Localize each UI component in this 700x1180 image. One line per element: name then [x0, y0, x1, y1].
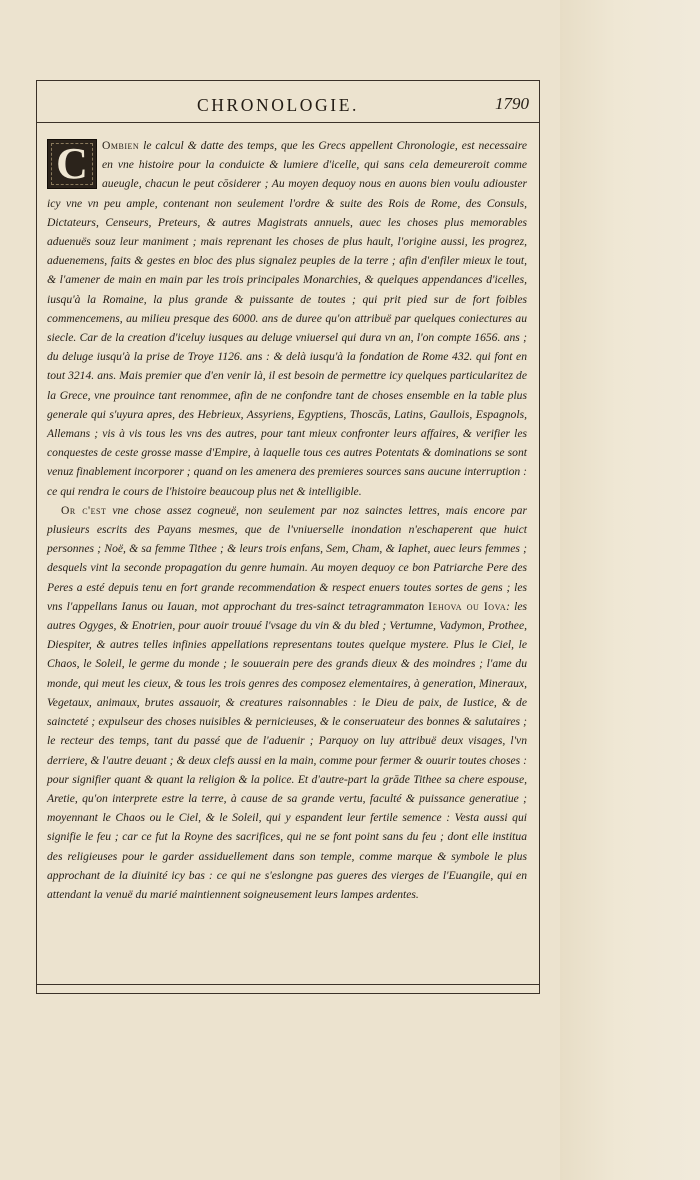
paragraph-2-text: vne chose assez cogneuë, non seulement par noz sainctes lettres, mais encore par plusieurs escrits des Payans mesmes, que de l'vniuerselle inondation n'eschaperent que huict personnes ; Noë, & sa femme Tithee ; & leurs trois enfans, Sem, Cham, & Iaphet, auec leurs femmes ; desquels vint la seconde propagation du genre humain. Au moyen dequoy ce bon Patriarche Pere des Peres a esté depuis tenu en fort grande recommendation & respect enuers toutes sortes de gens ; les vns l'appellans Ianus ou Iauan, mot approchant du tres-sainct tetragrammaton — [47, 503, 527, 613]
text-frame — [36, 80, 540, 994]
ornamental-initial — [47, 139, 97, 189]
paragraph-lead: Or c'est — [61, 503, 107, 517]
running-title: CHRONOLOGIE. — [197, 95, 359, 115]
initial-letter: C — [56, 139, 88, 189]
body-text — [47, 136, 527, 904]
header-rule — [37, 122, 539, 123]
paragraph-lead: Ombien — [102, 139, 140, 152]
paragraph-1 — [47, 136, 527, 501]
paragraph-2-text-continued: : les autres Ogyges, & Enotrien, pour auoir trouué l'vsage du vin & du bled ; Vertumne, Vadymon, Prothee, Diespiter, & autres telles infinies appellations representans toutes quelque mystere. Plus le Ciel, le Chaos, le Soleil, le germe du monde ; le souuerain pere des grands dieux & des moindres ; l'ame du monde, qui meut les cieux, & tous les trois genres des composez elementaires, à generation, Mineraux, Vegetaux, animaux, brutes assauoir, & creatures raisonnables : le Dieu de paix, de Iustice, & de saincteté ; expulseur des choses nuisibles & pernicieuses, & le conseruateur des bonnes & salutaires ; le recteur des temps, tant du passé que de l'aduenir ; Parquoy on luy attribuë deux visages, l'vn derriere, & l'autre deuant ; & deux clefs aussi en la main, comme pour fermer & ouurir toutes choses : pour signifier quant & quant la religion & la police. Et d'autre-part la grāde Tithee sa chere espouse, Aretie, qu'on interprete estre la terre, à cause de sa grande vertu, faculté & puissance generatiue ; moyennant le Chaos ou le Ciel, & le Soleil, qui y espandent leur fertile semence : Vesta aussi qui signifie le feu ; car ce fut la Royne des sacrifices, qui ne se font point sans du feu ; dont elle institua des religieuses pour le garder assiduellement dans son temple, comme marque & symbole le plus approchant de la diuinité icy bas : ce qui ne s'eslongne pas gueres des vierges de l'Euangile, qui en attendant la venuë du marié maintiennent soigneusement leurs lampes ardentes. — [47, 599, 528, 901]
page-margin-edge — [560, 0, 700, 1180]
footer-rule — [37, 984, 539, 985]
divine-name: Iehova ou Iova — [428, 599, 507, 613]
paragraph-1-text: le calcul & datte des temps, que les Grecs appellent Chronologie, est necessaire en vne histoire pour la conduicte & lumiere d'icelle, qui sans cela demeureroit comme aueugle, chacun le peut cōsiderer ; Au moyen dequoy nous en auons bien voulu adiouster icy vne vn peu ample, contenant non seulement l'ordre & suite des Rois de Rome, des Consuls, Dictateurs, Censeurs, Preteurs, & autres Magistrats annuels, auec les choses plus memorables aduenuës souz leur maniment ; mais reprenant les choses de plus hault, l'origine aussi, les progrez, aduenemens, faits & gestes en bloc des plus signalez peuples de la terre ; afin d'enfiler mieux le tout, & l'amener de main en main par les trois principales Monarchies, & quelques appendances d'icelles, iusqu'à la Romaine, la plus grande & puissante de toutes ; qui prit pied sur de fort foibles commencemens, au milieu presque des 6000. ans de duree qu'on attribuë par quelques coniectures au siecle. Car de la creation d'iceluy iusques au deluge vniuersel qui dura vn an, l'on compte 1656. ans ; du deluge iusqu'à la prise de Troye 1126. ans : & delà iusqu'à la fondation de Rome 432. qui font en tout 3214. ans. Mais premier que d'en venir là, il est besoin de permettre icy quelques particularitez de la Grece, vne prouince tant renommee, afin de ne confondre tant de choses ensemble en la table plus generale qui s'uyura apres, des Hebrieux, Assyriens, Egyptiens, Thoscās, Latins, Gaullois, Espagnols, Allemans ; vis à vis tous les vns des autres, pour tant mieux confronter leurs affaires, & verifier les conquestes de ceste grosse masse d'Empire, à laquelle tous ces autres Potentats & dominations se sont venuz finablement incorporer ; quand on les amenera des premieres sources sans aucune interruption : ce qui rendra le cours de l'histoire beaucoup plus net & intelligible. — [47, 139, 527, 498]
folio-number: 1790 — [495, 94, 529, 113]
paragraph-2 — [47, 501, 527, 904]
